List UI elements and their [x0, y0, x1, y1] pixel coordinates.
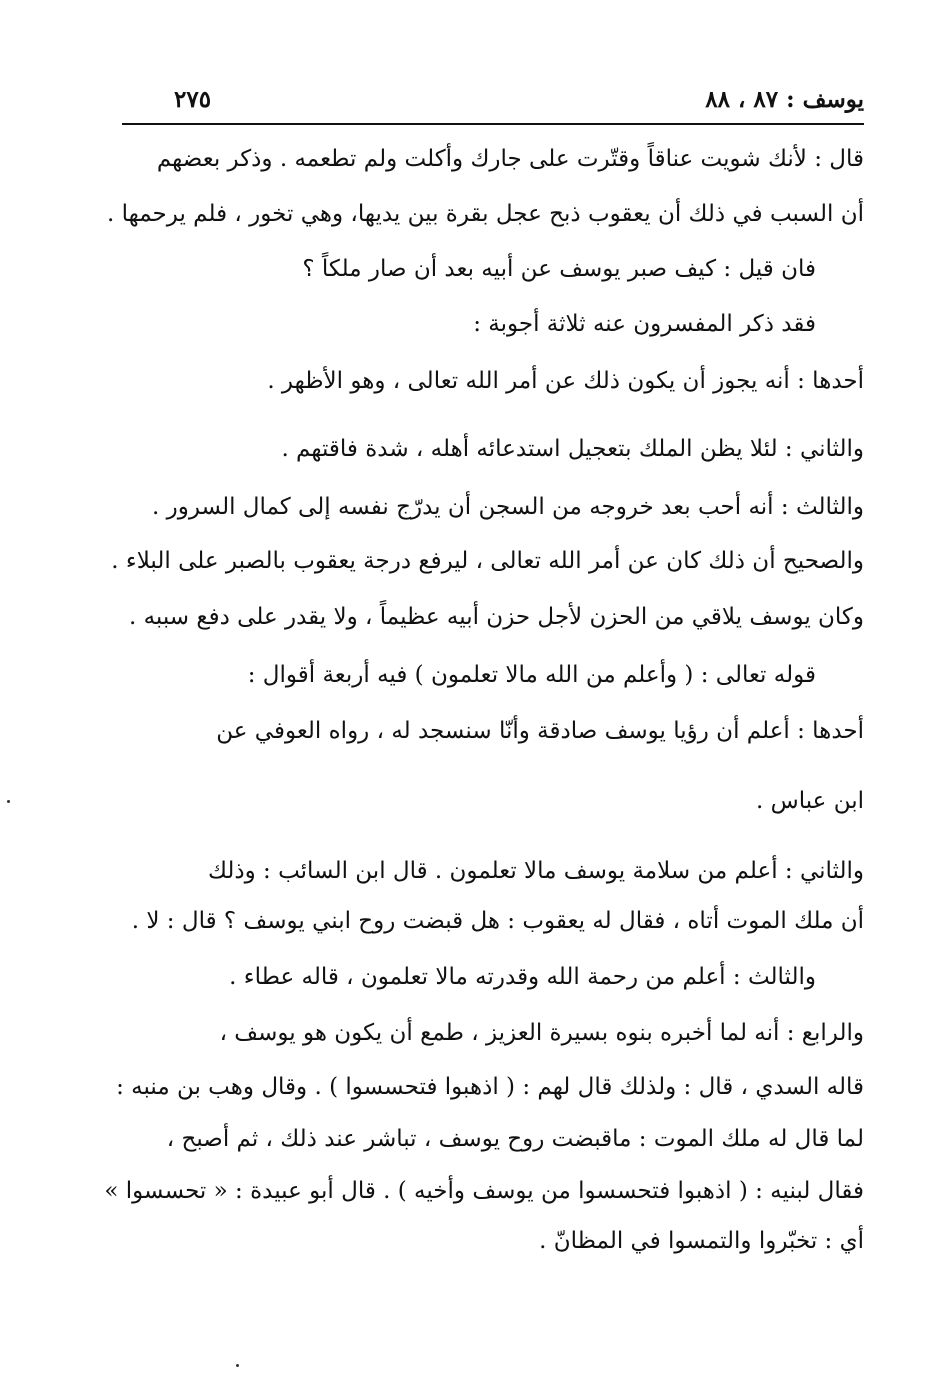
page-header — [122, 78, 864, 124]
text-line: والثالث : أعلم من رحمة الله وقدرته مالا تعلمون ، قاله عطاء . — [229, 964, 816, 990]
text-line: ابن عباس . — [756, 788, 864, 814]
text-line: لما قال له ملك الموت : ماقبضت روح يوسف ، تباشر عند ذلك ، ثم أصبح ، — [166, 1126, 864, 1152]
text-line: والثاني : لئلا يظن الملك بتعجيل استدعائه أهله ، شدة فاقتهم . — [281, 436, 864, 462]
scan-speck — [7, 800, 10, 803]
text-line: أن السبب في ذلك أن يعقوب ذبح عجل بقرة بين يديها، وهي تخور ، فلم يرحمها . — [107, 201, 864, 227]
text-line: فان قيل : كيف صبر يوسف عن أبيه بعد أن صار ملكاً ؟ — [302, 256, 816, 282]
text-line: أي : تخبّروا والتمسوا في المظانّ . — [539, 1228, 864, 1254]
text-line: أحدها : أنه يجوز أن يكون ذلك عن أمر الله تعالى ، وهو الأظهر . — [267, 368, 864, 394]
text-line: قال : لأنك شويت عناقاً وقتّرت على جارك وأكلت ولم تطعمه . وذكر بعضهم — [156, 146, 864, 172]
text-line: قوله تعالى : ( وأعلم من الله مالا تعلمون ) فيه أربعة أقوال : — [247, 662, 816, 688]
text-line: والثاني : أعلم من سلامة يوسف مالا تعلمون . قال ابن السائب : وذلك — [207, 858, 864, 884]
text-line: فقال لبنيه : ( اذهبوا فتحسسوا من يوسف وأخيه ) . قال أبو عبيدة : « تحسسوا » — [104, 1178, 864, 1204]
text-line: أحدها : أعلم أن رؤيا يوسف صادقة وأنّا سنسجد له ، رواه العوفي عن — [216, 718, 864, 744]
text-line: والرابع : أنه لما أخبره بنوه بسيرة العزيز ، طمع أن يكون هو يوسف ، — [219, 1020, 864, 1046]
scan-speck — [236, 1364, 239, 1367]
page-number: ٢٧٥ — [174, 86, 212, 113]
text-line: والصحيح أن ذلك كان عن أمر الله تعالى ، ليرفع درجة يعقوب بالصبر على البلاء . — [111, 548, 864, 574]
text-line: فقد ذكر المفسرون عنه ثلاثة أجوبة : — [473, 311, 816, 337]
text-line: والثالث : أنه أحب بعد خروجه من السجن أن يدرّج نفسه إلى كمال السرور . — [152, 494, 864, 520]
text-line: أن ملك الموت أتاه ، فقال له يعقوب : هل قبضت روح ابني يوسف ؟ قال : لا . — [131, 908, 864, 934]
header-rule — [122, 123, 864, 125]
text-line: قاله السدي ، قال : ولذلك قال لهم : ( اذهبوا فتحسسوا ) . وقال وهب بن منبه : — [116, 1074, 864, 1100]
running-title: يوسف : ٨٧ ، ٨٨ — [705, 86, 864, 113]
text-line: وكان يوسف يلاقي من الحزن لأجل حزن أبيه عظيماً ، ولا يقدر على دفع سببه . — [128, 604, 864, 630]
